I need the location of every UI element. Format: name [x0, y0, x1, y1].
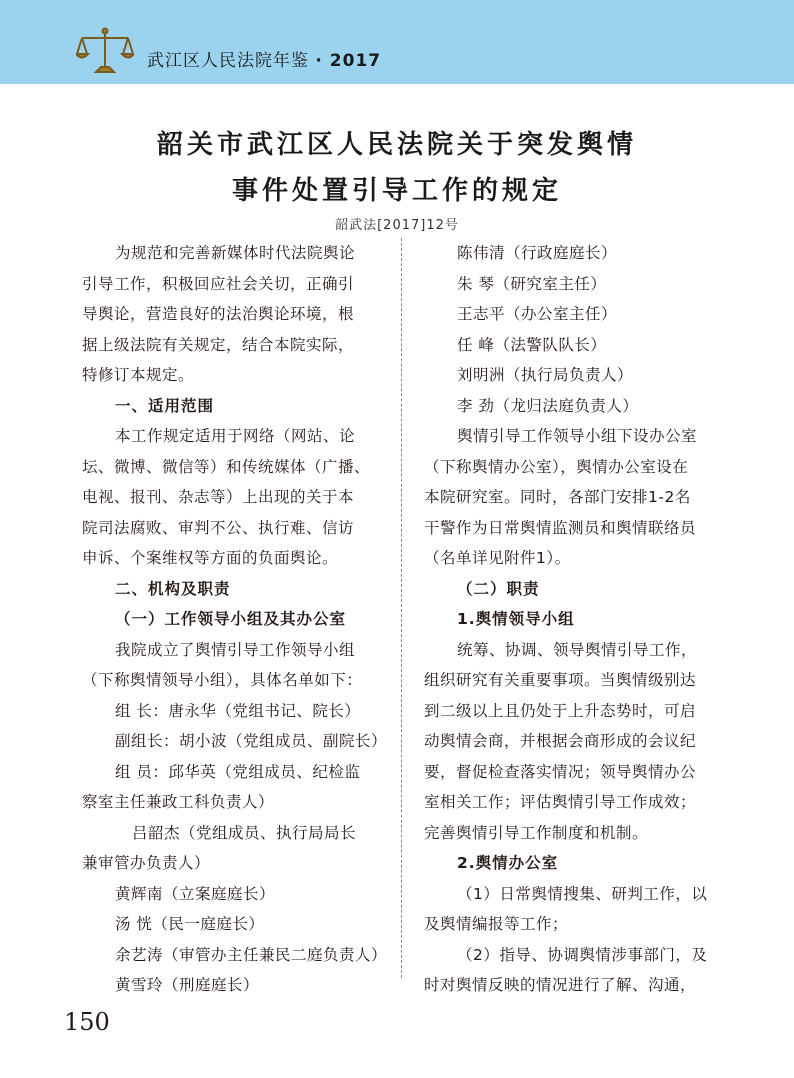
- scales-of-justice-icon: [76, 27, 134, 75]
- text-line: 刘明洲（执行局负责人）: [457, 366, 634, 384]
- text-line: 及舆情编报等工作；: [424, 915, 569, 933]
- text-line: 院司法腐败、审判不公、执行难、信访: [82, 518, 355, 537]
- running-head: [147, 46, 381, 71]
- text-line: 李 劲（龙归法庭负责人）: [457, 396, 639, 415]
- left-column: [82, 238, 388, 1001]
- text-line: 据上级法院有关规定，结合本院实际，: [82, 335, 355, 354]
- text-line: 组 员：邱华英（党组成员、纪检监: [115, 762, 361, 781]
- text-line: 黄辉南（立案庭庭长）: [115, 884, 276, 903]
- text-line: 舆情引导工作领导小组下设办公室: [457, 427, 698, 445]
- section-heading: 一、适用范围: [115, 396, 215, 415]
- header-band: [0, 0, 794, 84]
- text-line: 干警作为日常舆情监测员和舆情联络员: [424, 518, 697, 537]
- text-line: 到二级以上且仍处于上升态势时，可启: [424, 701, 697, 720]
- text-line: （名单详见附件1）。: [424, 549, 571, 567]
- text-line: 引导工作，积极回应社会关切，正确引: [82, 274, 355, 293]
- running-year: · 2017: [315, 51, 382, 71]
- text-line: 黄雪玲（刑庭庭长）: [115, 976, 260, 994]
- text-line: 我院成立了舆情引导工作领导小组: [115, 640, 356, 659]
- text-line: 王志平（办公室主任）: [457, 305, 618, 323]
- text-line: 察室主任兼政工科负责人）: [82, 793, 275, 811]
- text-line: 兼审管办负责人）: [82, 854, 211, 872]
- text-line: （2）指导、协调舆情涉事部门，及: [457, 945, 708, 964]
- page-number: 150: [64, 1008, 110, 1036]
- text-line: 组 长：唐永华（党组书记、院长）: [115, 701, 361, 720]
- text-line: 组织研究有关重要事项。当舆情级别达: [424, 671, 697, 689]
- section-heading: 1.舆情领导小组: [457, 610, 575, 628]
- text-line: 陈伟清（行政庭庭长）: [457, 244, 618, 262]
- text-line: 朱 琴（研究室主任）: [457, 274, 607, 293]
- document-title-line-2: 事件处置引导工作的规定: [231, 176, 562, 206]
- section-heading: 二、机构及职责: [115, 579, 231, 598]
- text-line: 本院研究室。同时，各部门安排1-2名: [424, 488, 691, 506]
- text-line: 申诉、个案维权等方面的负面舆论。: [82, 549, 339, 567]
- section-heading: （二）职责: [457, 579, 540, 598]
- text-line: 本工作规定适用于网络（网站、论: [115, 427, 356, 445]
- section-heading: 2.舆情办公室: [457, 854, 559, 872]
- text-line: 统筹、协调、领导舆情引导工作，: [457, 640, 698, 659]
- document-number: 韶武法[2017]12号: [335, 218, 459, 233]
- text-line: 任 峰（法警队队长）: [457, 335, 607, 354]
- running-title: 武江区人民法院年鉴: [147, 51, 309, 71]
- text-line: 要，督促检查落实情况；领导舆情办公: [424, 762, 697, 781]
- text-line: 副组长：胡小波（党组成员、副院长）: [115, 732, 388, 750]
- text-line: 时对舆情反映的情况进行了解、沟通，: [424, 976, 697, 994]
- text-line: 坛、微博、微信等）和传统媒体（广播、: [82, 457, 371, 476]
- right-column: [424, 238, 720, 1001]
- text-line: 电视、报刊、杂志等）上出现的关于本: [82, 488, 355, 506]
- text-line: 导舆论，营造良好的法治舆论环境，根: [82, 305, 355, 323]
- document-title-line-1: 韶关市武江区人民法院关于突发舆情: [156, 130, 637, 160]
- text-line: 动舆情会商，并根据会商形成的会议纪: [424, 732, 697, 750]
- text-line: 特修订本规定。: [82, 366, 195, 384]
- text-line: 吕韶杰（党组成员、执行局局长: [132, 823, 357, 842]
- text-line: （下称舆情办公室），舆情办公室设在: [424, 457, 689, 476]
- text-line: （1）日常舆情搜集、研判工作，以: [457, 884, 708, 903]
- text-line: 汤 恍（民一庭庭长）: [115, 915, 265, 933]
- text-line: 室相关工作；评估舆情引导工作成效；: [424, 793, 697, 811]
- section-heading: （一）工作领导小组及其办公室: [115, 610, 347, 628]
- text-line: 完善舆情引导工作制度和机制。: [424, 823, 649, 842]
- text-line: 为规范和完善新媒体时代法院舆论: [115, 244, 356, 262]
- text-line: （下称舆情领导小组），具体名单如下：: [82, 671, 363, 689]
- text-line: 余艺涛（审管办主任兼民二庭负责人）: [115, 945, 388, 964]
- column-divider: [401, 238, 402, 978]
